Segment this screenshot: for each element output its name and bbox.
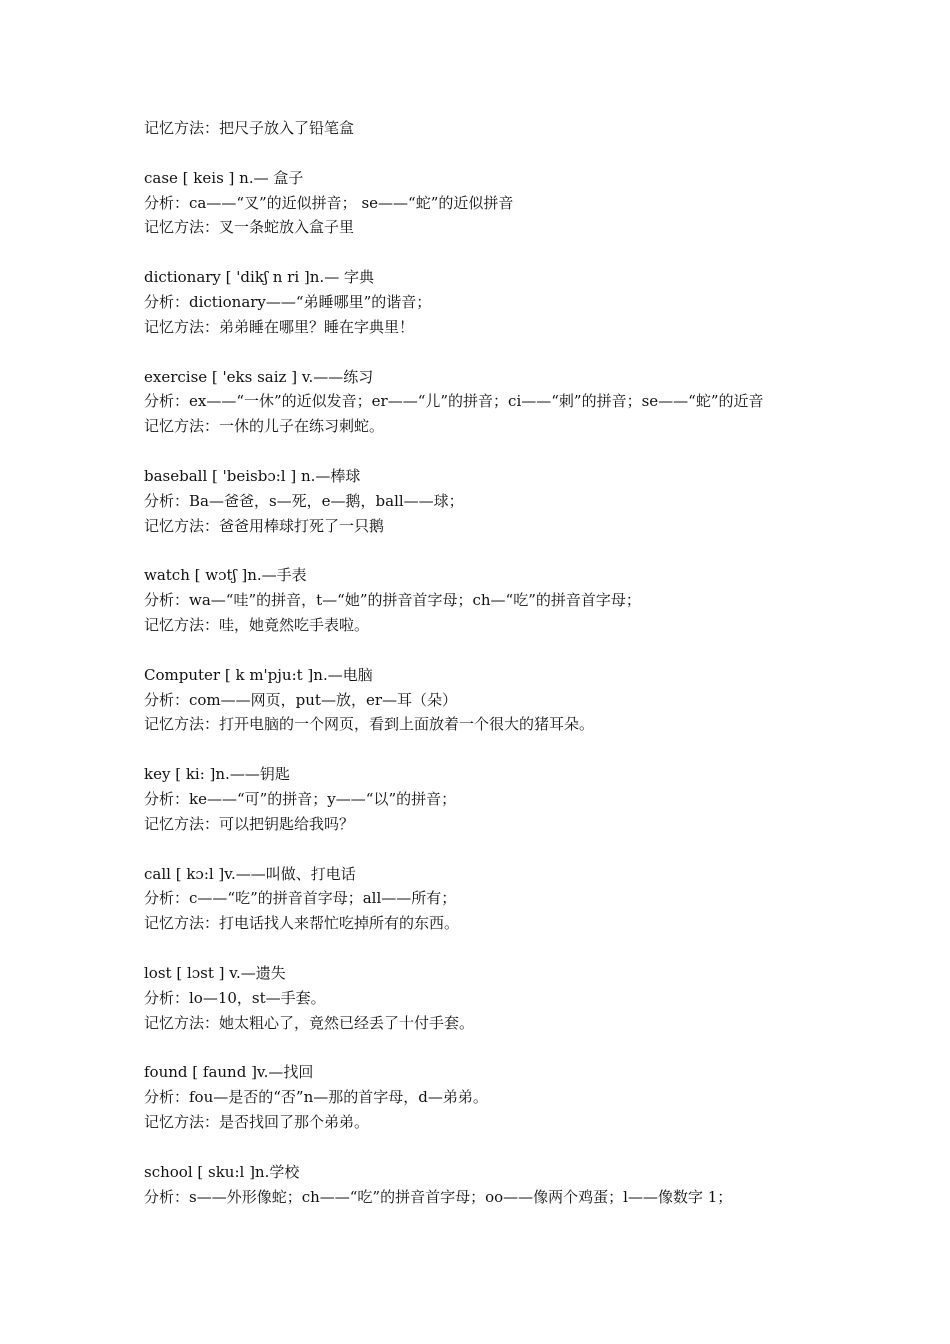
- memory-method-line: 记忆方法：打电话找人来帮忙吃掉所有的东西。: [144, 914, 460, 933]
- headword-line: found [ faund ]v.—找回: [144, 1063, 314, 1082]
- headword-line: baseball [ 'beisbɔ:l ] n.—棒球: [144, 466, 361, 485]
- analysis-line: 分析：ke——“可”的拼音；y——“以”的拼音；: [144, 789, 457, 808]
- headword-line: school [ sku:l ]n.学校: [144, 1162, 300, 1181]
- headword-line: dictionary [ 'dikʃ n ri ]n.— 字典: [144, 268, 374, 287]
- headword-line: lost [ lɔst ] v.—遗失: [144, 963, 286, 982]
- vocab-entry-call: [144, 862, 864, 936]
- vocabulary-list: [144, 116, 864, 1209]
- headword-line: call [ kɔ:l ]v.——叫做、打电话: [144, 864, 356, 883]
- analysis-line: 分析：com——网页，put—放，er—耳（朵）: [144, 690, 457, 709]
- memory-method-line: 记忆方法：打开电脑的一个网页，看到上面放着一个很大的猪耳朵。: [144, 715, 595, 734]
- headword-line: watch [ wɔtʃ ]n.—手表: [144, 566, 307, 585]
- headword-line: exercise [ 'eks saiz ] v.——练习: [144, 367, 374, 386]
- vocab-entry-lost: [144, 961, 864, 1035]
- memory-method-line: 记忆方法：弟弟睡在哪里？睡在字典里！: [144, 317, 415, 336]
- memory-method-line: 记忆方法：一休的儿子在练习刺蛇。: [144, 417, 385, 436]
- memory-method-line: 记忆方法：叉一条蛇放入盒子里: [144, 218, 355, 237]
- vocab-entry-case: [144, 166, 864, 240]
- memory-method-line: 记忆方法：可以把钥匙给我吗？: [144, 814, 355, 833]
- vocab-entry-exercise: [144, 365, 864, 439]
- memory-method-line: 记忆方法：是否找回了那个弟弟。: [144, 1112, 370, 1131]
- analysis-line: 分析：Ba—爸爸，s—死，e—鹅，ball——球；: [144, 491, 464, 510]
- vocab-entry-found: [144, 1060, 864, 1134]
- vocab-entry-watch: [144, 563, 864, 637]
- memory-method-line: 记忆方法：她太粗心了，竟然已经丢了十付手套。: [144, 1013, 475, 1032]
- analysis-line: 分析：c——“吃”的拼音首字母；all——所有；: [144, 889, 457, 908]
- analysis-line: 分析：lo—10，st—手套。: [144, 988, 326, 1007]
- vocab-entry-school: [144, 1160, 864, 1210]
- vocab-entry-baseball: [144, 464, 864, 538]
- analysis-line: 分析：fou—是否的“否”n—那的首字母，d—弟弟。: [144, 1088, 488, 1107]
- memory-method-line: 记忆方法：把尺子放入了铅笔盒: [144, 119, 355, 137]
- vocab-entry-key: [144, 762, 864, 836]
- analysis-line: 分析：wa—“哇”的拼音，t—“她”的拼音首字母；ch—“吃”的拼音首字母；: [144, 591, 641, 610]
- analysis-line: 分析：dictionary——“弟睡哪里”的谐音；: [144, 292, 432, 311]
- analysis-line: 分析：ca——“叉”的近似拼音； se——“蛇”的近似拼音: [144, 193, 514, 212]
- analysis-line: 分析：ex——“一休”的近似发音；er——“儿”的拼音；ci——“刺”的拼音；se——“蛇”的近音: [144, 392, 764, 411]
- headword-line: key [ ki: ]n.——钥匙: [144, 765, 290, 784]
- analysis-line: 分析：s——外形像蛇；ch——“吃”的拼音首字母；oo——像两个鸡蛋；l——像数字 1；: [144, 1187, 733, 1206]
- memory-method-line: 记忆方法：爸爸用棒球打死了一只鹅: [144, 516, 385, 535]
- vocab-entry-dictionary: [144, 265, 864, 339]
- headword-line: case [ keis ] n.— 盒子: [144, 168, 304, 187]
- vocab-entry-computer: [144, 663, 864, 737]
- headword-line: Computer [ k m'pju:t ]n.—电脑: [144, 665, 373, 684]
- memory-method-line: 记忆方法：哇，她竟然吃手表啦。: [144, 615, 370, 634]
